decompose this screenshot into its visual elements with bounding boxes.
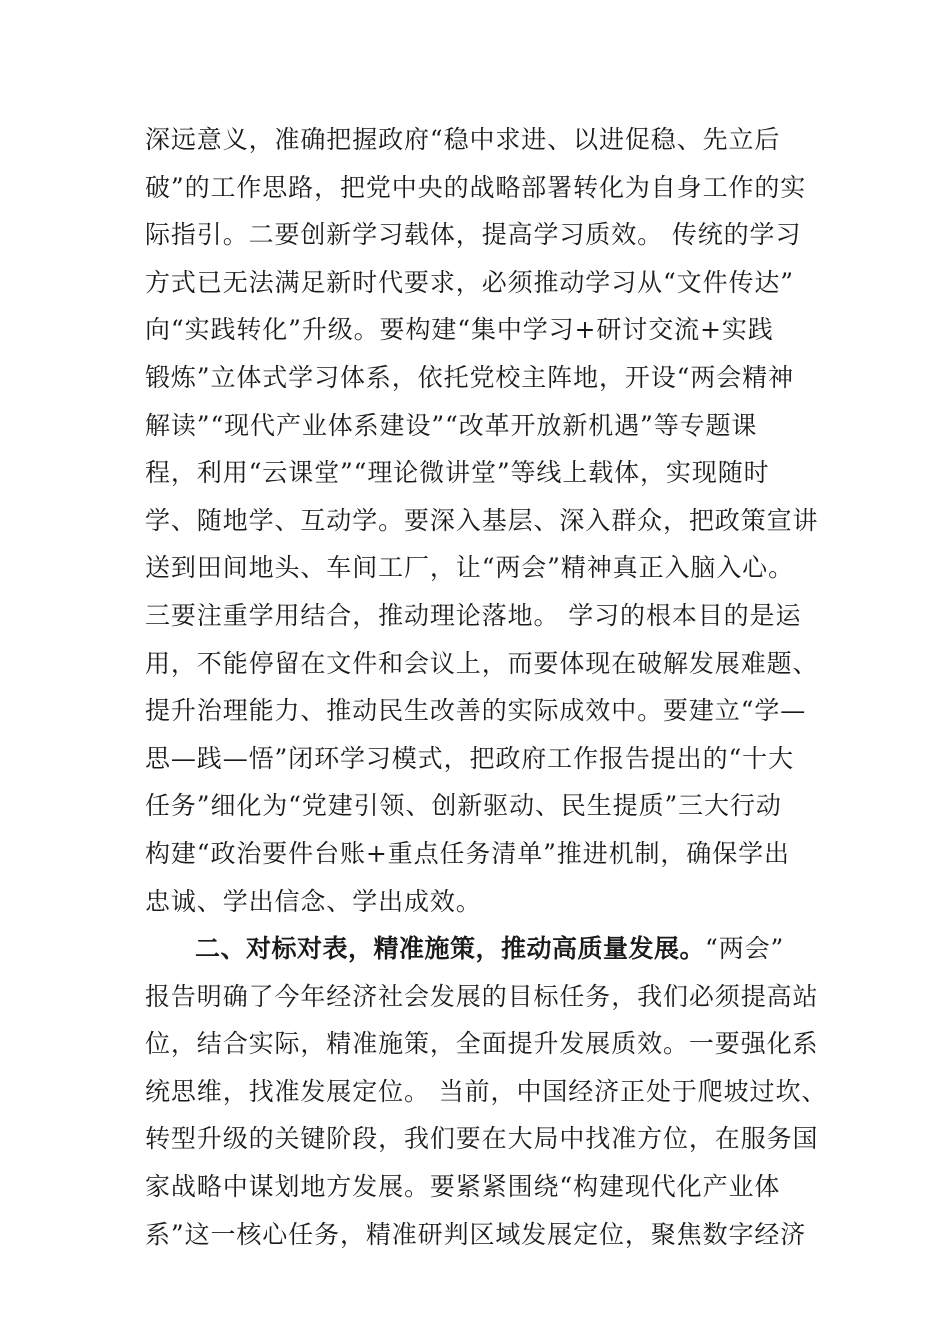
body-line: 学、随地学、互动学。要深入基层、深入群众，把政策宣讲 bbox=[145, 505, 819, 535]
body-line: 用，不能停留在文件和会议上，而要体现在破解发展难题、 bbox=[145, 648, 819, 678]
body-line: 任务”细化为“党建引领、创新驱动、民生提质”三大行动 bbox=[145, 791, 782, 821]
body-line: 破”的工作思路，把党中央的战略部署转化为自身工作的实 bbox=[145, 172, 807, 202]
document-body bbox=[145, 116, 845, 1258]
body-line: 锻炼”立体式学习体系，依托党校主阵地，开设“两会精神 bbox=[145, 362, 794, 392]
body-line: 三要注重学用结合，推动理论落地。 学习的根本目的是运 bbox=[145, 600, 802, 630]
body-line: 统思维，找准发展定位。 当前，中国经济正处于爬坡过坎、 bbox=[145, 1076, 828, 1106]
body-line: 提升治理能力、推动民生改善的实际成效中。要建立“学— bbox=[145, 696, 807, 726]
body-line: 方式已无法满足新时代要求，必须推动学习从“文件传达” bbox=[145, 267, 794, 297]
body-line: 际指引。二要创新学习载体，提高学习质效。 传统的学习 bbox=[145, 220, 802, 250]
body-line: 程，利用“云课堂”“理论微讲堂”等线上载体，实现随时 bbox=[145, 458, 770, 488]
body-line: 解读”“现代产业体系建设”“改革开放新机遇”等专题课 bbox=[145, 410, 758, 440]
body-line: 报告明确了今年经济社会发展的目标任务，我们必须提高站 bbox=[145, 981, 819, 1011]
section-heading-line bbox=[145, 925, 845, 973]
body-line: 家战略中谋划地方发展。要紧紧围绕“构建现代化产业体 bbox=[145, 1172, 781, 1202]
section-heading-tail: “两会” bbox=[705, 934, 785, 964]
body-line: 向“实践转化”升级。要构建“集中学习+研讨交流+实践 bbox=[145, 315, 774, 345]
body-line: 系”这一核心任务，精准研判区域发展定位，聚焦数字经济 bbox=[145, 1219, 807, 1249]
body-line: 转型升级的关键阶段，我们要在大局中找准方位，在服务国 bbox=[145, 1124, 819, 1154]
body-line: 构建“政治要件台账+重点任务清单”推进机制，确保学出 bbox=[145, 838, 790, 868]
body-line: 思—践—悟”闭环学习模式，把政府工作报告提出的“十大 bbox=[145, 743, 794, 773]
body-line: 位，结合实际，精准施策，全面提升发展质效。一要强化系 bbox=[145, 1029, 819, 1059]
section-heading: 二、对标对表，精准施策，推动高质量发展。 bbox=[195, 934, 706, 964]
body-line: 忠诚、学出信念、学出成效。 bbox=[145, 886, 482, 916]
body-line: 深远意义，准确把握政府“稳中求进、以进促稳、先立后 bbox=[145, 125, 781, 154]
body-line: 送到田间地头、车间工厂，让“两会”精神真正入脑入心。 bbox=[145, 553, 794, 583]
